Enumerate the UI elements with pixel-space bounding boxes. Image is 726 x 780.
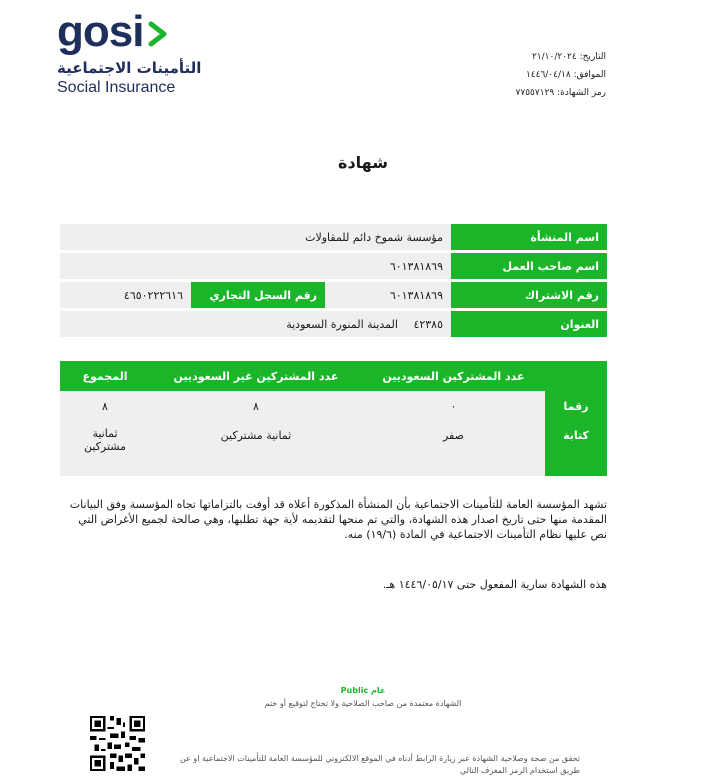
hijri-value: ١٤٤٦/٠٤/١٨ [525, 70, 571, 80]
certificate-statement: تشهد المؤسسة العامة للتأمينات الاجتماعية بأن المنشأة المذكورة أعلاه قد أوفت بالتزاماتها تجاه المؤسسة وفق البيانات المقدمة منها حتى تاريخ اصدار هذه الشهادة، والتي تم منحها لتقديمه لأية جهة تطلبها، وهي صالحة لجميع الأغراض التي نص عليها نظام التأمينات الاجتماعية في المادة (١٩/٦) منه. [69, 498, 607, 541]
code-value: ٧٧٥٥٧١٢٩ [515, 88, 555, 98]
saudi-number: ٠ [362, 391, 545, 421]
date-label: التاريخ: [579, 52, 606, 62]
total-words: ثمانية مشتركين [60, 421, 150, 476]
table-row [60, 253, 607, 279]
cr-label: رقم السجل التجاري [191, 282, 325, 308]
table-header-row [60, 361, 607, 391]
address-city: المدينة المنورة السعودية [286, 317, 398, 331]
page-title: شهادة [338, 153, 388, 172]
words-label: كتابة [545, 421, 607, 476]
address-value [60, 311, 451, 337]
establishment-info-table [60, 221, 607, 340]
non-saudi-number: ٨ [150, 391, 362, 421]
header-non-saudi: عدد المشتركين غير السعوديين [150, 361, 362, 391]
table-row [60, 391, 607, 421]
saudi-words: صفر [362, 421, 545, 476]
approval-note: الشهادة معتمدة من صاحب الصلاحية ولا تحتاج لتوقيع أو ختم [264, 699, 462, 708]
hijri-label: الموافق: [573, 70, 606, 80]
header-corner [545, 361, 607, 391]
address-label: العنوان [451, 311, 607, 337]
table-row [60, 421, 607, 476]
address-code: ٤٢٣٨٥ [413, 317, 443, 331]
header-total: المجموع [60, 361, 150, 391]
verification-note: تحقق من صحة وصلاحية الشهادة عبر زيارة الرابط أدناه في الموقع الالكتروني للمؤسسة العامة للتأمينات الاجتماعية او عن طريق استخدام الرمز المعرف التالي [179, 754, 580, 775]
table-row [60, 282, 607, 308]
subscription-value: ٦٠١٣٨١٨٦٩ [325, 282, 451, 308]
establishment-value: مؤسسة شموخ دائم للمقاولات [60, 224, 451, 250]
header-saudi: عدد المشتركين السعوديين [362, 361, 545, 391]
chevron-right-icon [147, 21, 169, 47]
table-row [60, 224, 607, 250]
establishment-label: اسم المنشأة [451, 224, 607, 250]
owner-label: اسم صاحب العمل [451, 253, 607, 279]
owner-value: ٦٠١٣٨١٨٦٩ [60, 253, 451, 279]
logo-arabic: التأمينات الاجتماعية [57, 59, 202, 77]
logo-english: Social Insurance [57, 79, 176, 96]
total-number: ٨ [60, 391, 150, 421]
classification-label: Public عام [340, 686, 386, 695]
certificate-meta [386, 48, 606, 102]
table-row [60, 311, 607, 337]
gosi-logo [57, 8, 207, 98]
subscription-label: رقم الاشتراك [451, 282, 607, 308]
validity-note: هذه الشهادة سارية المفعول حتى ١٤٤٦/٠٥/١٧ هـ. [382, 578, 607, 591]
date-value: ٢١/١٠/٢٠٢٤ [531, 52, 577, 62]
cr-value: ٤٦٥٠٢٢٢٦١٦ [60, 282, 191, 308]
logo-wordmark: gosi [57, 7, 144, 56]
subscribers-count-table [60, 361, 607, 476]
code-label: رمز الشهادة: [557, 88, 606, 98]
non-saudi-words: ثمانية مشتركين [150, 421, 362, 476]
qr-code-icon [90, 716, 145, 771]
numbers-label: رقما [545, 391, 607, 421]
